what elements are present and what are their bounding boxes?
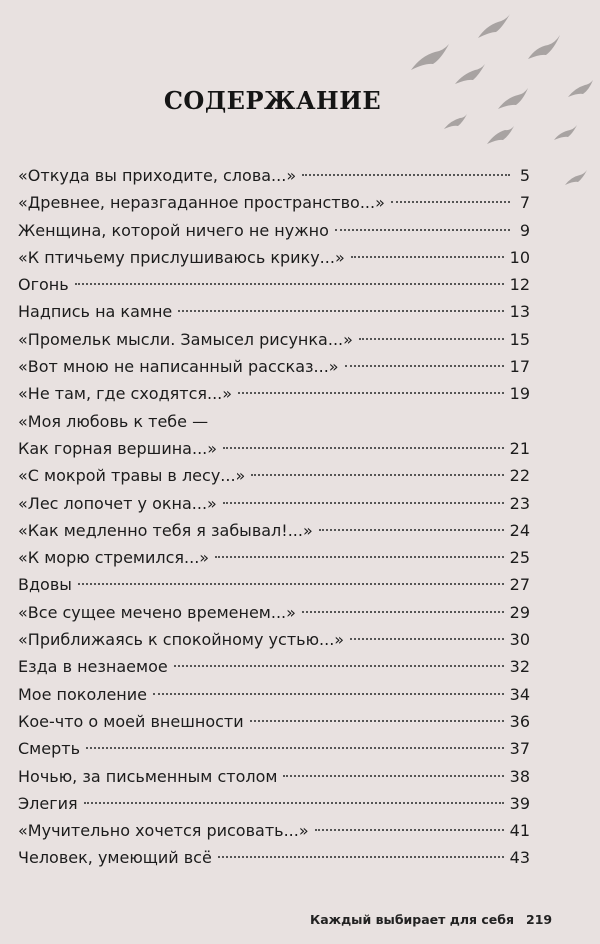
toc-dot-leader	[319, 529, 504, 531]
bird-1	[478, 14, 510, 38]
bird-3	[411, 44, 449, 70]
contents-heading: СОДЕРЖАНИЕ	[163, 86, 382, 115]
toc-entry-title: Кое-что о моей внешности	[18, 711, 244, 731]
toc-entry-title: «Вот мною не написанный рассказ...»	[18, 357, 339, 377]
toc-dot-leader	[174, 665, 504, 667]
toc-entry-title: «Промельк мысли. Замысел рисунка...»	[18, 329, 353, 349]
toc-dot-leader	[223, 502, 504, 504]
toc-entry	[18, 571, 530, 598]
toc-entry-title: Вдовы	[18, 575, 72, 595]
bird-2	[528, 35, 560, 59]
toc-entry-title: «К птичьему прислушиваюсь крику...»	[18, 247, 345, 267]
toc-entry-page: 24	[509, 520, 530, 540]
toc-entry	[18, 271, 530, 298]
toc-entry-title: Как горная вершина...»	[18, 438, 218, 458]
toc-entry-title: Женщина, которой ничего не нужно	[18, 220, 329, 240]
toc-entry	[18, 763, 530, 790]
toc-dot-leader	[238, 392, 504, 394]
bird-6	[568, 80, 593, 97]
toc-dot-leader	[391, 201, 510, 203]
bird-9	[565, 170, 587, 185]
toc-entry-page: 22	[509, 466, 530, 486]
toc-entry-title: Огонь	[18, 275, 69, 295]
toc-entry-page: 23	[509, 493, 530, 513]
toc-entry	[18, 844, 530, 871]
toc-entry-page: 32	[509, 657, 530, 677]
toc-entry	[18, 817, 530, 844]
toc-entry	[18, 626, 530, 653]
toc-entry-title: Смерть	[18, 739, 80, 759]
toc-entry-title: «К морю стремился...»	[18, 548, 210, 568]
toc-entry-page: 25	[509, 548, 530, 568]
footer-book-title: Каждый выбирает для себя	[310, 912, 515, 927]
toc-entry-page: 19	[509, 384, 530, 404]
toc-entry-title: «Откуда вы приходите, слова...»	[18, 166, 297, 185]
toc-dot-leader	[86, 747, 504, 749]
toc-entry-title: Надпись на камне	[18, 302, 173, 322]
toc-entry-page: 43	[509, 848, 530, 868]
bird-8	[487, 126, 514, 144]
toc-dot-leader	[315, 829, 504, 831]
toc-entry-title: «Как медленно тебя я забывал!...»	[18, 520, 313, 540]
toc-dot-leader	[215, 556, 504, 558]
toc-entry	[18, 353, 530, 380]
toc-entry-page: 17	[509, 357, 530, 377]
toc-dot-leader	[178, 310, 503, 312]
toc-dot-leader	[283, 775, 503, 777]
toc-entry-page: 41	[509, 821, 530, 841]
toc-entry-page: 34	[509, 684, 530, 704]
toc-entry-page: 7	[519, 193, 530, 213]
toc-dot-leader	[335, 229, 510, 231]
toc-dot-leader	[250, 720, 504, 722]
toc-entry-title: «С мокрой травы в лесу...»	[18, 466, 246, 486]
toc-dot-leader	[350, 638, 504, 640]
toc-entry	[18, 326, 530, 353]
bird-7	[554, 125, 577, 140]
toc-entry-page: 10	[509, 247, 530, 267]
toc-entry-page: 39	[509, 793, 530, 813]
toc-entry-page: 12	[509, 275, 530, 295]
toc-dot-leader	[351, 256, 504, 258]
toc-entry-page: 37	[509, 739, 530, 759]
toc-entry	[18, 599, 530, 626]
toc-dot-leader	[345, 365, 504, 367]
toc-entry-title: «Лес лопочет у окна...»	[18, 493, 217, 513]
toc-entry-page: 21	[509, 438, 530, 458]
toc-entry-title: «Мучительно хочется рисовать...»	[18, 821, 309, 841]
toc-entry-title: Элегия	[18, 793, 78, 813]
toc-entry-page: 38	[509, 766, 530, 786]
toc-dot-leader	[218, 856, 504, 858]
bird-10	[444, 114, 467, 129]
toc-entry-page: 15	[509, 329, 530, 349]
toc-entry	[18, 217, 530, 244]
toc-entry	[18, 189, 530, 216]
toc-entry-page: 13	[509, 302, 530, 322]
table-of-contents	[18, 162, 530, 872]
toc-entry	[18, 244, 530, 271]
toc-entry	[18, 435, 530, 462]
toc-entry-page: 29	[509, 602, 530, 622]
toc-entry	[18, 162, 530, 189]
toc-entry	[18, 790, 530, 817]
running-footer	[310, 912, 552, 927]
toc-entry-title: «Приближаясь к спокойному устью...»	[18, 630, 345, 650]
toc-dot-leader	[302, 611, 504, 613]
toc-entry	[18, 681, 530, 708]
toc-dot-leader	[84, 802, 504, 804]
toc-entry-title: Езда в незнаемое	[18, 657, 168, 677]
toc-entry-title: Ночью, за письменным столом	[18, 766, 278, 786]
toc-entry-title: Человек, умеющий всё	[18, 848, 212, 868]
toc-entry	[18, 408, 530, 435]
toc-entry	[18, 735, 530, 762]
toc-dot-leader	[153, 693, 504, 695]
toc-entry	[18, 298, 530, 325]
toc-dot-leader	[78, 583, 504, 585]
toc-entry-page: 36	[509, 711, 530, 731]
toc-entry	[18, 708, 530, 735]
toc-entry-page: 27	[509, 575, 530, 595]
toc-entry-title: «Древнее, неразгаданное пространство...»	[18, 193, 385, 213]
toc-dot-leader	[302, 174, 510, 176]
toc-dot-leader	[75, 283, 504, 285]
toc-dot-leader	[359, 338, 504, 340]
footer-page-number: 219	[526, 912, 553, 927]
toc-entry-title: «Не там, где сходятся...»	[18, 384, 233, 404]
toc-dot-leader	[223, 447, 504, 449]
bird-4	[455, 64, 485, 84]
toc-entry	[18, 544, 530, 571]
toc-entry	[18, 462, 530, 489]
toc-entry	[18, 490, 530, 517]
toc-entry	[18, 653, 530, 680]
toc-entry	[18, 517, 530, 544]
toc-entry	[18, 380, 530, 407]
toc-dot-leader	[251, 474, 503, 476]
toc-entry-title: «Моя любовь к тебе —	[18, 411, 209, 431]
toc-entry-title: Мое поколение	[18, 684, 147, 704]
toc-entry-page: 5	[519, 166, 530, 185]
toc-entry-page: 30	[509, 630, 530, 650]
toc-entry-title: «Все сущее мечено временем...»	[18, 602, 296, 622]
toc-entry-page: 9	[519, 220, 530, 240]
